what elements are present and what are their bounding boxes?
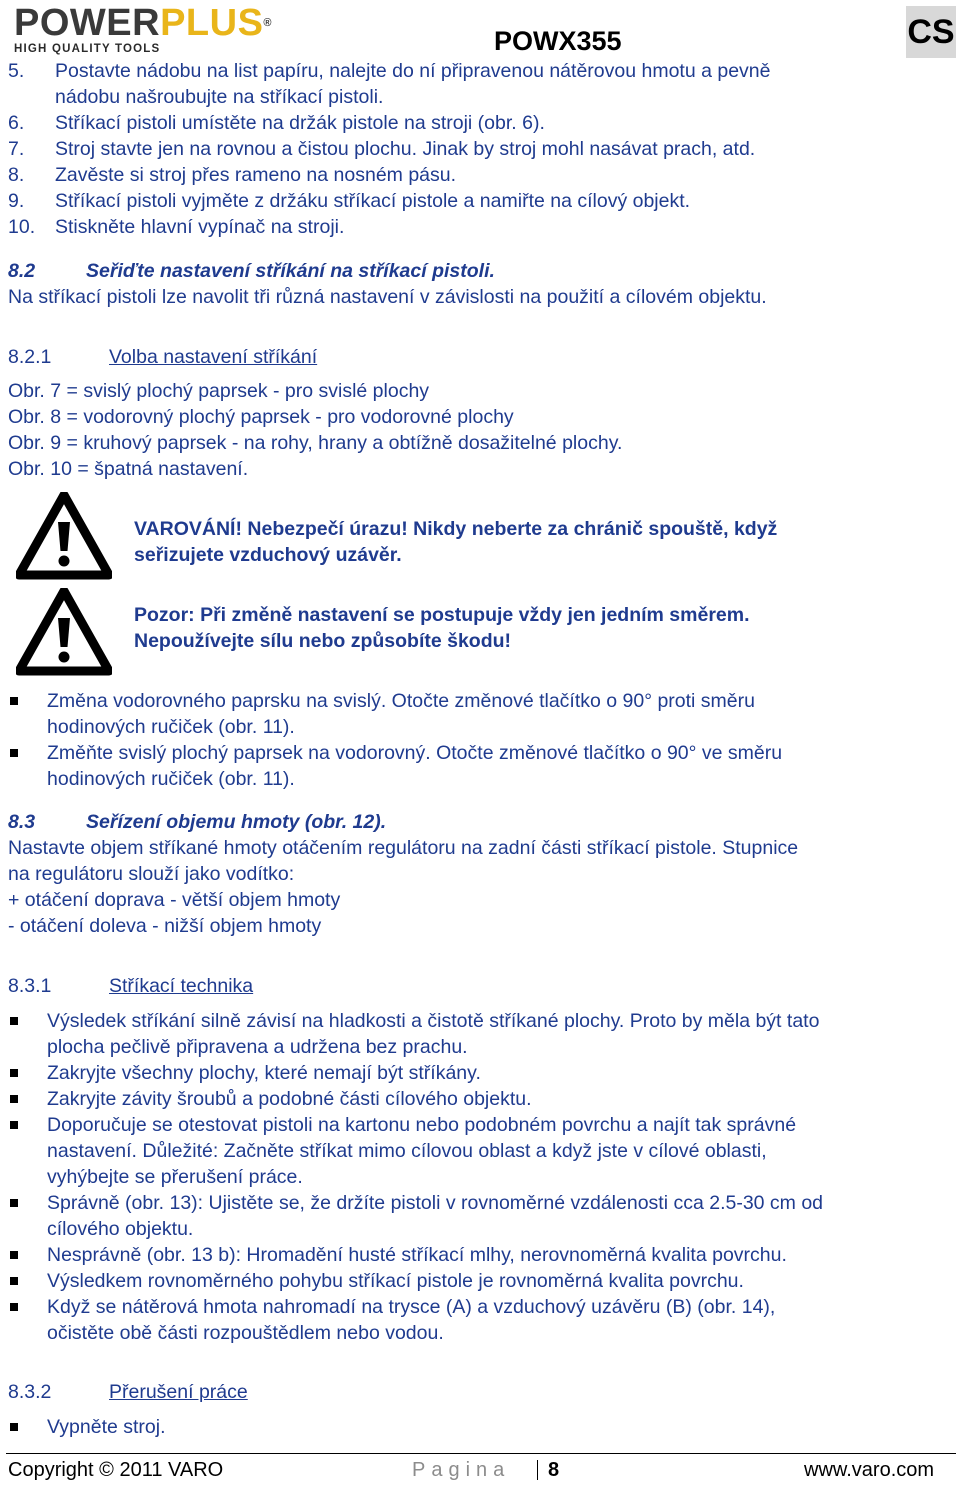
bullet-text: vyhýbejte se přerušení práce. <box>47 1166 303 1188</box>
bullet-text: cílového objektu. <box>47 1218 194 1240</box>
bullet-text: Výsledkem rovnoměrného pohybu stříkací pistole je rovnoměrná kvalita povrchu. <box>47 1270 744 1292</box>
bullet-marker <box>10 749 18 757</box>
bullet-text: Vypněte stroj. <box>47 1416 166 1438</box>
bullet-text: Správně (obr. 13): Ujistěte se, že držíte pistoli v rovnoměrné vzdálenosti cca 2.5-30 cm od <box>47 1192 824 1214</box>
section-8-3-1-number: 8.3.1 <box>8 975 52 997</box>
footer-divider <box>6 1453 956 1454</box>
model-number: POWX355 <box>494 26 622 56</box>
bullet-text: Doporučuje se otestovat pistoli na kartonu nebo podobném povrchu a najít tak správné <box>47 1114 797 1136</box>
list-item-number: 7. <box>8 138 25 160</box>
bullet-marker <box>10 1095 18 1103</box>
bullet-marker <box>10 1423 18 1431</box>
warning-triangle-icon <box>16 492 112 580</box>
footer-pagina: Pagina <box>412 1459 511 1481</box>
bullet-marker <box>10 1303 18 1311</box>
section-8-3-2-number: 8.3.2 <box>8 1381 52 1403</box>
bullet-text: nastavení. Důležité: Začněte stříkat mimo cílovou oblast a když jste v cílové oblasti, <box>47 1140 767 1162</box>
bullet-text: plocha pečlivě připravena a udržena bez prachu. <box>47 1036 468 1058</box>
section-8-2-number: 8.2 <box>8 260 36 282</box>
bullet-marker <box>10 1069 18 1077</box>
section-8-3-2-title: Přerušení práce <box>109 1381 248 1403</box>
section-8-3-title: Seřízení objemu hmoty (obr. 12). <box>86 811 387 833</box>
footer-copyright: Copyright © 2011 VARO <box>8 1459 224 1481</box>
logo-plus: PLUS <box>160 2 264 44</box>
logo-wordmark <box>14 4 294 42</box>
list-item-text: Stiskněte hlavní vypínač na stroji. <box>55 216 345 238</box>
list-item-text: Zavěste si stroj přes rameno na nosném pásu. <box>55 164 457 186</box>
bullet-text: hodinových ručiček (obr. 11). <box>47 768 295 790</box>
list-item <box>0 136 960 162</box>
list-item-text: nádobu našroubujte na stříkací pistoli. <box>55 86 384 108</box>
footer-page-number: 8 <box>548 1459 560 1481</box>
logo-tagline: HIGH QUALITY TOOLS <box>14 43 161 55</box>
list-item <box>0 110 960 136</box>
bullet-marker <box>10 1017 18 1025</box>
setting-line: Obr. 10 = špatná nastavení. <box>8 458 249 480</box>
list-item-number: 6. <box>8 112 25 134</box>
list-item <box>0 162 960 188</box>
warning-triangle-icon <box>16 588 112 676</box>
bullet-text: Výsledek stříkání silně závisí na hladkosti a čistotě stříkané plochy. Proto by měla být tato <box>47 1010 820 1032</box>
bullet-marker <box>10 1199 18 1207</box>
warning-text: VAROVÁNÍ! Nebezpečí úrazu! Nikdy neberte za chránič spouště, když <box>134 518 778 540</box>
section-8-3-text: Nastavte objem stříkané hmoty otáčením regulátoru na zadní části stříkací pistole. Stupnice <box>8 837 799 859</box>
section-8-2-title: Seřiďte nastavení stříkání na stříkací pistoli. <box>86 260 495 282</box>
section-8-3-text: + otáčení doprava - větší objem hmoty <box>8 889 341 911</box>
list-item-text: Postavte nádobu na list papíru, nalejte do ní připravenou nátěrovou hmotu a pevně <box>55 60 771 82</box>
list-item <box>0 188 960 214</box>
footer-page-separator <box>537 1460 538 1480</box>
list-item <box>0 58 960 110</box>
powerplus-logo <box>14 4 294 54</box>
bullet-text: očistěte obě části rozpouštědlem nebo vodou. <box>47 1322 444 1344</box>
logo-registered: ® <box>263 17 273 29</box>
list-item-number: 10. <box>8 216 36 238</box>
warning-text: seřizujete vzduchový uzávěr. <box>134 544 402 566</box>
section-8-2-text: Na stříkací pistoli lze navolit tři různá nastavení v závislosti na použití a cílovém objektu. <box>8 286 767 308</box>
setting-line: Obr. 9 = kruhový paprsek - na rohy, hrany a obtížně dosažitelné plochy. <box>8 432 623 454</box>
footer-website: www.varo.com <box>804 1459 935 1481</box>
bullet-marker <box>10 1121 18 1129</box>
bullet-text: Zakryjte závity šroubů a podobné části cílového objektu. <box>47 1088 532 1110</box>
bullet-marker <box>10 1277 18 1285</box>
setting-line: Obr. 7 = svislý plochý paprsek - pro svislé plochy <box>8 380 430 402</box>
list-item-text: Stříkací pistoli umístěte na držák pistole na stroji (obr. 6). <box>55 112 545 134</box>
caution-text: Nepoužívejte sílu nebo způsobíte škodu! <box>134 630 512 652</box>
list-item <box>0 214 960 240</box>
list-item-text: Stroj stavte jen na rovnou a čistou plochu. Jinak by stroj mohl nasávat prach, atd. <box>55 138 756 160</box>
logo-power: POWER <box>14 2 161 44</box>
bullet-text: Nesprávně (obr. 13 b): Hromadění husté stříkací mlhy, nerovnoměrná kvalita povrchu. <box>47 1244 787 1266</box>
bullet-text: Změňte svislý plochý paprsek na vodorovný. Otočte změnové tlačítko o 90° ve směru <box>47 742 783 764</box>
section-8-3-text: na regulátoru slouží jako vodítko: <box>8 863 295 885</box>
bullet-text: hodinových ručiček (obr. 11). <box>47 716 295 738</box>
bullet-text: Když se nátěrová hmota nahromadí na trysce (A) a vzduchový uzávěru (B) (obr. 14), <box>47 1296 776 1318</box>
setting-line: Obr. 8 = vodorovný plochý paprsek - pro vodorovné plochy <box>8 406 514 428</box>
section-8-2-1-title: Volba nastavení stříkání <box>109 346 318 368</box>
section-8-3-1-title: Stříkací technika <box>109 975 254 997</box>
list-item-number: 5. <box>8 60 25 82</box>
section-8-3-text: - otáčení doleva - nižší objem hmoty <box>8 915 322 937</box>
bullet-text: Změna vodorovného paprsku na svislý. Otočte změnové tlačítko o 90° proti směru <box>47 690 755 712</box>
section-8-2-1-number: 8.2.1 <box>8 346 52 368</box>
section-8-3-number: 8.3 <box>8 811 36 833</box>
caution-text: Pozor: Při změně nastavení se postupuje vždy jen jedním směrem. <box>134 604 750 626</box>
numbered-list <box>0 58 960 240</box>
language-badge: CS <box>906 6 956 58</box>
list-item-text: Stříkací pistoli vyjměte z držáku stříkací pistole a namiřte na cílový objekt. <box>55 190 691 212</box>
bullet-text: Zakryjte všechny plochy, které nemají být stříkány. <box>47 1062 481 1084</box>
bullet-marker <box>10 1251 18 1259</box>
list-item-number: 8. <box>8 164 25 186</box>
list-item-number: 9. <box>8 190 25 212</box>
bullet-marker <box>10 697 18 705</box>
